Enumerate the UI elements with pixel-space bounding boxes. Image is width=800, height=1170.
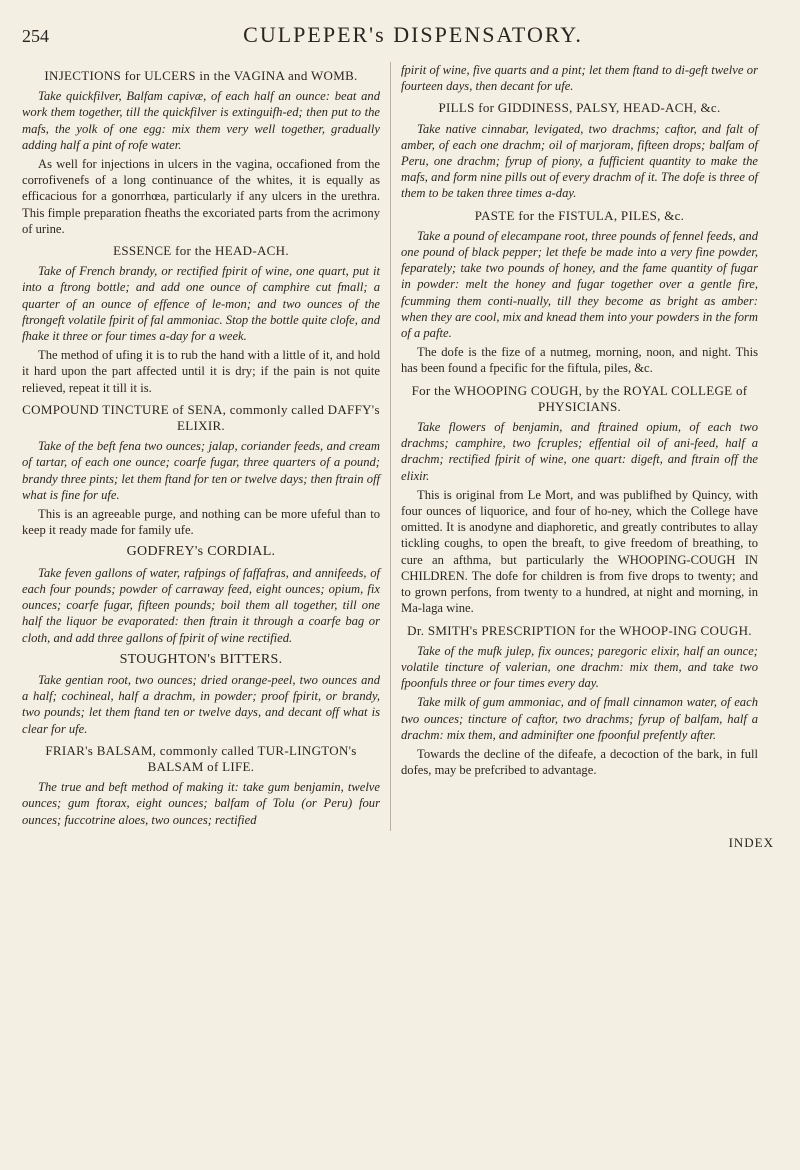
section-heading: STOUGHTON's BITTERS. [119, 651, 283, 667]
running-title: CULPEPER's DISPENSATORY. [243, 22, 583, 47]
right-column [390, 62, 758, 831]
recipe-text: Take quickfilver, Balfam capivæ, of each half an ounce: beat and work them together, till the quickfilver is extinguifh-ed; then put to the mafs, the yolk of one egg: mix them very well together, gradually adding half a pint of rofe water. [22, 89, 380, 152]
recipe-text: Take native cinnabar, levigated, two drachms; caftor, and falt of amber, of each one drachm; oil of marjoram, fifteen drops; balfam of Peru, one drachm; fyrup of piony, a fufficient quantity to make the mafs, and form nine pills out of every drachm of it. The dofe is three of them to be taken three times a-day. [401, 121, 758, 201]
section-heading: Dr. SMITH's PRESCRIPTION for the WHOOP-ING COUGH. [407, 622, 752, 638]
catchword: INDEX [728, 834, 774, 850]
text-columns [22, 62, 774, 831]
section-heading: PASTE for the FISTULA, PILES, &c. [474, 207, 685, 223]
body-paragraph: This is an agreeable purge, and nothing can be more ufeful than to keep it ready made for family ufe. [22, 507, 380, 538]
recipe-text: The true and beft method of making it: take gum benjamin, twelve ounces; gum ftorax, eight ounces; balfam of Tolu (or Peru) four ounces; fuccotrine aloes, two ounces; rectified [22, 780, 380, 827]
page-header [22, 22, 774, 56]
recipe-text: Take of French brandy, or rectified fpirit of wine, one quart, put it into a ftrong bottle; and add one ounce of camphire cut fmall; a quarter of an ounce of effence of le-mon; and two ounces of the ftrongeft volatile fpirit of fal ammoniac. Stop the bottle quite clofe, and fhake it three or four times a-day for a week. [22, 264, 380, 344]
recipe-text: Take a pound of elecampane root, three pounds of fennel feeds, and one pound of black pepper; let thefe be made into a very fine powder, feparately; take two pounds of honey, and the fame quantity of fugar in powder: melt the honey and fugar together over a gentle fire, fcumming them conti-nually, till they become as bright as amber: when they are cool, mix and knead them into your powders in the form of a pafte. [401, 228, 758, 341]
section-heading: COMPOUND TINCTURE of SENA, commonly called DAFFY's ELIXIR. [22, 401, 380, 434]
section-heading: PILLS for GIDDINESS, PALSY, HEAD-ACH, &c. [438, 100, 721, 116]
section-heading: FRIAR's BALSAM, commonly called TUR-LINGTON's BALSAM of LIFE. [45, 742, 357, 774]
recipe-text: Take of the mufk julep, fix ounces; paregoric elixir, half an ounce; volatile tincture of valerian, one drachm: mix them, and take two fpoonfuls three or four times every day. [401, 643, 758, 691]
page-number: 254 [22, 26, 49, 46]
section-heading: For the WHOOPING COUGH, by the ROYAL COLLEGE of PHYSICIANS. [411, 382, 748, 414]
body-paragraph: Towards the decline of the difeafe, a decoction of the bark, in full dofes, may be prefcribed to advantage. [401, 746, 758, 778]
recipe-text: Take flowers of benjamin, and ftrained opium, of each two drachms; camphire, two fcruples; effential oil of ani-feed, half a drachm; rectified fpirit of wine, one quart: digeft, and ftrain off the elixir. [401, 420, 758, 483]
recipe-text: fpirit of wine, five quarts and a pint; let them ftand to di-geft twelve or fourteen days, then decant for ufe. [401, 63, 758, 94]
section-heading: INJECTIONS for ULCERS in the VAGINA and WOMB. [44, 68, 358, 83]
body-paragraph: As well for injections in ulcers in the vagina, occafioned from the corrofivenefs of a long continuance of the whites, it is equally as efficacious for a gonorrhœa, particularly if any ulcers in the urethra. This fimple preparation fheaths the excoriated parts from the acrimony of urine. [22, 157, 380, 236]
recipe-text: Take milk of gum ammoniac, and of fmall cinnamon water, of each two ounces; tincture of caftor, two drachms; fyrup of balfam, half a drachm: mix them, and adminifter one fpoonful prefently after. [401, 695, 758, 742]
body-paragraph: The dofe is the fize of a nutmeg, morning, noon, and night. This has been found a fpecific for the fiftula, piles, &c. [401, 345, 758, 376]
body-paragraph: The method of ufing it is to rub the hand with a little of it, and hold it hard upon the part affected until it is dry; if the pain is not quite relieved, repeat it till it is. [22, 348, 380, 395]
section-heading: GODFREY's CORDIAL. [126, 544, 276, 560]
body-paragraph: This is original from Le Mort, and was publifhed by Quincy, with four ounces of liquorice, and four of ho-ney, which the College have omitted. It is anodyne and diaphoretic, and greatly contributes to allay tickling coughs, to open the breaft, to give freedom of breathing, to cure an afthma, but particularly the WHOOPING-COUGH IN CHILDREN. The dofe for children is from five drops to twenty; and to grown perfons, from twenty to a hundred, at night and morning, in Ma-laga wine. [401, 487, 758, 616]
recipe-text: Take feven gallons of water, rafpings of faffafras, and annifeeds, of each four pounds; powder of carraway feed, eight ounces; opium, fix ounces; coarfe fugar, fifteen pounds; boil them all together, till one half the liquor be evaporated: then ftrain it through a coarfe bag or cloth, and add three gallons of fpirit of wine rectified. [22, 565, 380, 645]
section-heading: ESSENCE for the HEAD-ACH. [113, 243, 289, 259]
recipe-text: Take of the beft fena two ounces; jalap, coriander feeds, and cream of tartar, of each one ounce; coarfe fugar, three quarters of a pound; brandy three pints; let them ftand for ten or twelve days; then ftrain off what is fine for ufe. [22, 439, 380, 502]
left-column [22, 62, 390, 831]
recipe-text: Take gentian root, two ounces; dried orange-peel, two ounces and a half; cochineal, half a drachm, in powder; proof fpirit, or brandy, two pounds; let them ftand ten or twelve days, and decant off what is clear for ufe. [22, 672, 380, 736]
